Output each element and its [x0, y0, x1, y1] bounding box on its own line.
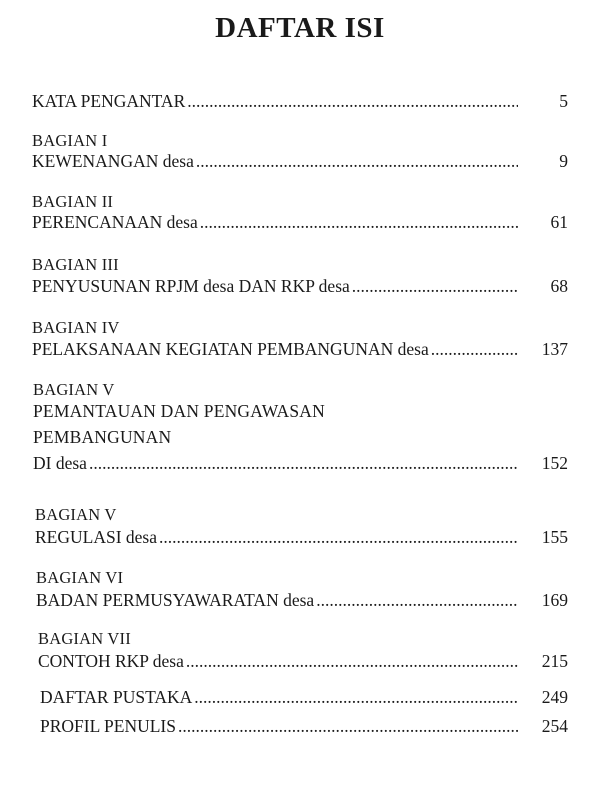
- toc-entry-di-desa: [33, 453, 568, 475]
- toc-entry-label: KEWENANGAN desa: [32, 151, 194, 171]
- toc-entry-badan: [36, 590, 568, 612]
- toc-entry-page-number: 169: [541, 590, 568, 610]
- toc-entry-penyusunan: [32, 276, 568, 298]
- leader-dots: [187, 91, 518, 112]
- toc-entry-page-number: 254: [541, 716, 568, 736]
- toc-entry-label: KATA PENGANTAR: [32, 91, 186, 111]
- leader-dots: [352, 276, 518, 297]
- leader-dots: [178, 716, 518, 737]
- section-heading-bagian-vi: BAGIAN VI: [36, 568, 124, 587]
- toc-entry-label: BADAN PERMUSYAWARATAN desa: [36, 590, 315, 610]
- leader-dots: [431, 339, 518, 360]
- toc-entry-label: PENYUSUNAN RPJM desa DAN RKP desa: [32, 276, 350, 296]
- toc-entry-label: REGULASI desa: [35, 527, 157, 547]
- toc-entry-title-line: PEMANTAUAN DAN PENGAWASAN: [33, 401, 325, 421]
- toc-entry-page-number: 155: [541, 527, 568, 547]
- toc-entry-page-number: 137: [541, 339, 568, 359]
- toc-entry-page-number: 249: [541, 687, 568, 707]
- leader-dots: [316, 590, 518, 611]
- section-heading-bagian-iii: BAGIAN III: [32, 255, 119, 274]
- leader-dots: [186, 651, 518, 672]
- toc-entry-perencanaan: [32, 212, 568, 234]
- leader-dots: [200, 212, 518, 233]
- toc-entry-kewenangan: [32, 151, 568, 173]
- toc-entry-pelaksanaan: [32, 339, 568, 361]
- toc-entry-page-number: 61: [550, 212, 568, 232]
- leader-dots: [89, 453, 518, 474]
- toc-entry-daftar-pustaka: [40, 687, 568, 709]
- toc-entry-label: CONTOH RKP desa: [38, 651, 184, 671]
- toc-entry-profil-penulis: [40, 716, 568, 738]
- toc-entry-contoh-rkp: [38, 651, 568, 673]
- section-heading-bagian-vii: BAGIAN VII: [38, 629, 131, 648]
- toc-entry-label: PROFIL PENULIS: [40, 716, 176, 736]
- section-heading-bagian-v: BAGIAN V: [33, 380, 115, 399]
- toc-entry-page-number: 5: [559, 91, 568, 111]
- toc-entry-page-number: 9: [559, 151, 568, 171]
- toc-entry-label: PELAKSANAAN KEGIATAN PEMBANGUNAN desa: [32, 339, 429, 359]
- toc-entry-page-number: 152: [541, 453, 568, 473]
- toc-entry-regulasi: [35, 527, 568, 549]
- toc-entry-label: DI desa: [33, 453, 87, 473]
- section-heading-bagian-ii: BAGIAN II: [32, 192, 114, 211]
- toc-entry-label: DAFTAR PUSTAKA: [40, 687, 193, 707]
- section-heading-bagian-v-regulasi: BAGIAN V: [35, 505, 117, 524]
- page-title: DAFTAR ISI: [215, 12, 385, 44]
- toc-entry-page-number: 215: [541, 651, 568, 671]
- section-heading-bagian-iv: BAGIAN IV: [32, 318, 120, 337]
- leader-dots: [194, 687, 518, 708]
- toc-entry-kata-pengantar: [32, 91, 568, 113]
- toc-entry-page-number: 68: [550, 276, 568, 296]
- leader-dots: [159, 527, 518, 548]
- toc-entry-title-line: PEMBANGUNAN: [33, 427, 172, 447]
- section-heading-bagian-i: BAGIAN I: [32, 131, 108, 150]
- toc-entry-label: PERENCANAAN desa: [32, 212, 198, 232]
- leader-dots: [196, 151, 518, 172]
